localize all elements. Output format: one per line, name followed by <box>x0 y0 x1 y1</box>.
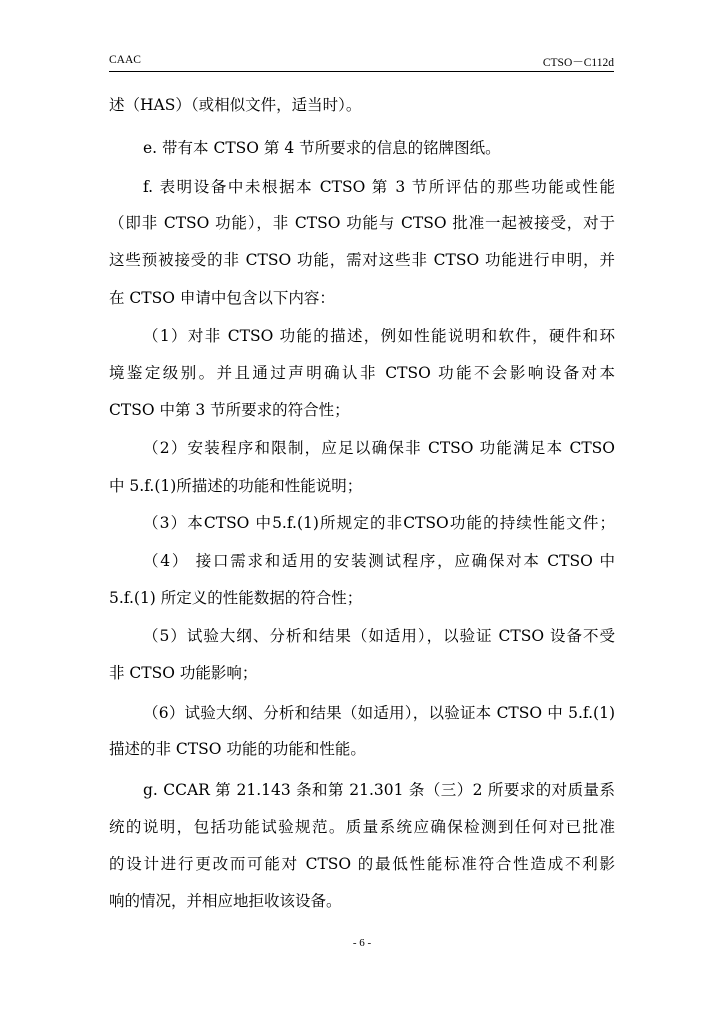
text-line: 的设计进行更改而可能对 CTSO 的最低性能标准符合性造成不利影 <box>109 855 615 873</box>
text-line: 响的情况，并相应地拒收该设备。 <box>109 892 342 910</box>
page-header <box>109 54 614 70</box>
text-line: e. 带有本 CTSO 第 4 节所要求的信息的铭牌图纸。 <box>143 139 501 157</box>
text-line: f. 表明设备中未根据本 CTSO 第 3 节所评估的那些功能或性能 <box>143 178 615 196</box>
text-line: 中 5.f.(1)所描述的功能和性能说明； <box>109 477 363 495</box>
text-line: 统的说明，包括功能试验规范。质量系统应确保检测到任何对已批准 <box>109 818 615 836</box>
text-line: 5.f.(1) 所定义的性能数据的符合性； <box>109 589 363 607</box>
text-line: （1）对非 CTSO 功能的描述，例如性能说明和软件，硬件和环 <box>143 327 615 345</box>
page-number: - 6 - <box>352 937 372 949</box>
text-line: 这些预被接受的非 CTSO 功能，需对这些非 CTSO 功能进行申明，并 <box>109 251 615 269</box>
text-line: （2）安装程序和限制，应足以确保非 CTSO 功能满足本 CTSO <box>143 439 615 457</box>
text-line: （6）试验大纲、分析和结果（如适用），以验证本 CTSO 中 5.f.(1) <box>143 704 615 722</box>
text-line: 述（HAS）（或相似文件，适当时）。 <box>109 96 362 114</box>
header-right-text: CTSO－C112d <box>542 57 614 69</box>
text-line: g. CCAR 第 21.143 条和第 21.301 条（三）2 所要求的对质量系 <box>143 781 615 799</box>
text-line: （4） 接口需求和适用的安装测试程序，应确保对本 CTSO 中 <box>143 552 615 570</box>
text-line: （3）本CTSO 中5.f.(1)所规定的非CTSO功能的持续性能文件； <box>143 514 615 532</box>
text-line: 在 CTSO 申请中包含以下内容： <box>109 289 335 307</box>
text-line: CTSO 中第 3 节所要求的符合性； <box>109 401 350 419</box>
text-line: 境鉴定级别。并且通过声明确认非 CTSO 功能不会影响设备对本 <box>109 364 615 382</box>
text-line: （即非 CTSO 功能），非 CTSO 功能与 CTSO 批准一起被接受，对于 <box>109 214 615 232</box>
text-line: 非 CTSO 功能影响； <box>109 664 258 682</box>
header-rule <box>109 71 614 72</box>
text-line: 描述的非 CTSO 功能的功能和性能。 <box>109 740 366 758</box>
header-left-text: CAAC <box>109 54 141 66</box>
text-line: （5）试验大纲、分析和结果（如适用），以验证 CTSO 设备不受 <box>143 627 615 645</box>
